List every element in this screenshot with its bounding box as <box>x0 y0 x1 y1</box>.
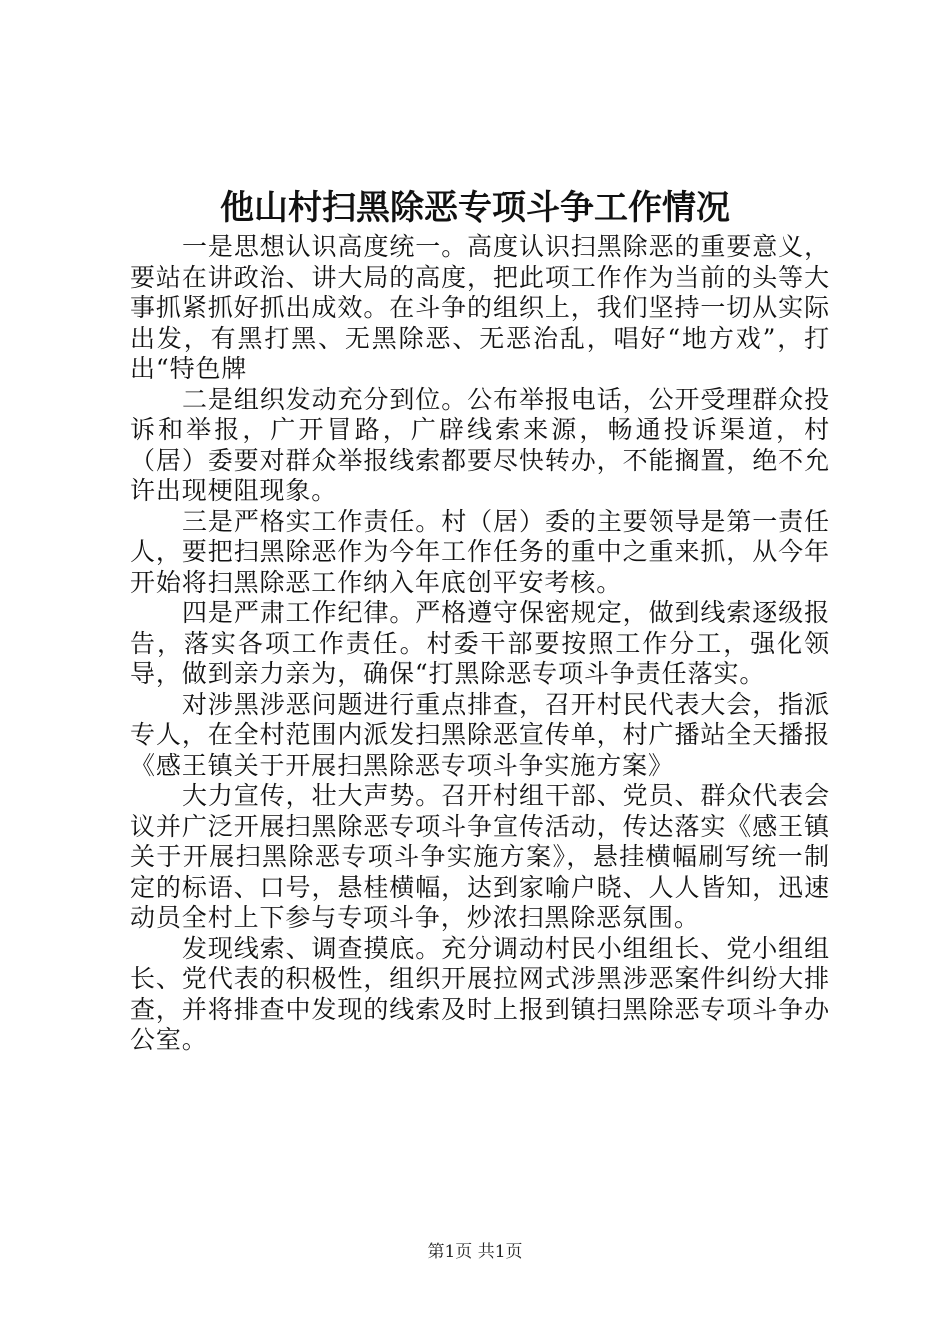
paragraph-7: 发现线索、调查摸底。充分调动村民小组组长、党小组组长、党代表的积极性，组织开展拉网式涉黑涉恶案件纠纷大排查，并将排查中发现的线索及时上报到镇扫黑除恶专项斗争办公室。 <box>130 933 830 1054</box>
paragraph-1: 一是思想认识高度统一。高度认识扫黑除恶的重要意义，要站在讲政治、讲大局的高度，把此项工作作为当前的头等大事抓紧抓好抓出成效。在斗争的组织上，我们坚持一切从实际出发，有黑打黑、无黑除恶、无恶治乱，唱好“地方戏”，打出“特色牌 <box>130 232 830 383</box>
paragraph-2: 二是组织发动充分到位。公布举报电话，公开受理群众投诉和举报，广开冒路，广辟线索来源，畅通投诉渠道，村（居）委要对群众举报线索都要尽快转办，不能搁置，绝不允许出现梗阻现象。 <box>130 384 830 505</box>
paragraph-4: 四是严肃工作纪律。严格遵守保密规定，做到线索逐级报告，落实各项工作责任。村委干部要按照工作分工，强化领导，做到亲力亲为，确保“打黑除恶专项斗争责任落实。 <box>130 598 830 688</box>
paragraph-3: 三是严格实工作责任。村（居）委的主要领导是第一责任人，要把扫黑除恶作为今年工作任务的重中之重来抓，从今年开始将扫黑除恶工作纳入年底创平安考核。 <box>130 506 830 597</box>
page-footer: 第1页 共1页 <box>427 1242 523 1262</box>
paragraph-5: 对涉黑涉恶问题进行重点排查，召开村民代表大会，指派专人，在全村范围内派发扫黑除恶宣传单，村广播站全天播报《感王镇关于开展扫黑除恶专项斗争实施方案》 <box>130 689 830 780</box>
document-body <box>130 232 830 1056</box>
document-title: 他山村扫黑除恶专项斗争工作情况 <box>220 188 730 228</box>
paragraph-6: 大力宣传，壮大声势。召开村组干部、党员、群众代表会议并广泛开展扫黑除恶专项斗争宣传活动，传达落实《感王镇关于开展扫黑除恶专项斗争实施方案》，悬挂横幅刷写统一制定的标语、口号，悬桂横幅，达到家喻户晓、人人皆知，迅速动员全村上下参与专项斗争，炒浓扫黑除恶氛围。 <box>130 781 830 932</box>
